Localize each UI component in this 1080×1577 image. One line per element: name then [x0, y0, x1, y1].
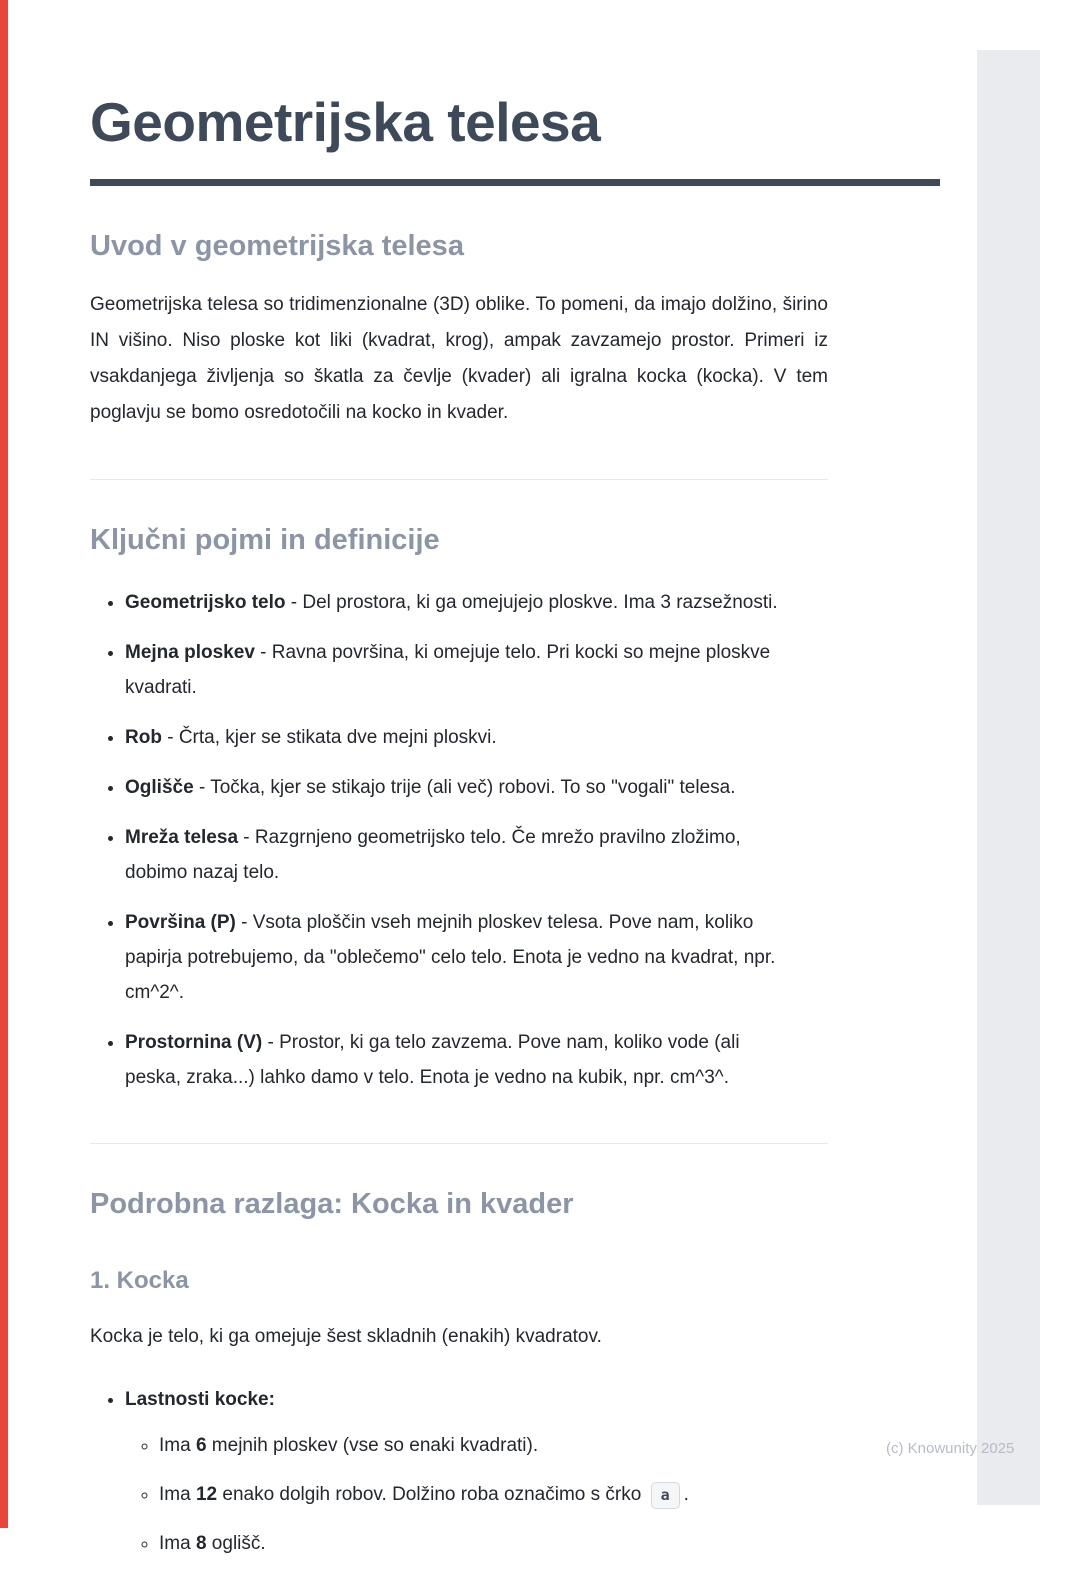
term-label: Mreža telesa	[125, 826, 239, 848]
fact-number: 6	[195, 1434, 207, 1456]
term-label: Površina (P)	[125, 911, 236, 933]
kocka-paragraph: Kocka je telo, ki ga omejuje šest skladnih (enakih) kvadratov.	[90, 1325, 602, 1347]
fact-suffix: .	[683, 1483, 689, 1505]
term-label: Rob	[125, 726, 162, 748]
properties-label: Lastnosti kocke:	[125, 1388, 275, 1410]
term-desc: - Točka, kjer se stikajo trije (ali več) robovi. To so "vogali" telesa.	[198, 776, 736, 798]
list-item	[159, 1479, 796, 1511]
page-title: Geometrijska telesa	[90, 91, 601, 153]
left-accent-stripe	[0, 0, 8, 1528]
list-item	[125, 770, 796, 805]
term-desc: - Del prostora, ki ga omejujejo ploskve. Ima 3 razsežnosti.	[290, 591, 778, 613]
key-terms-list	[90, 585, 796, 1095]
inline-code-a: a	[651, 1482, 680, 1509]
fact-rest: mejnih ploskev (vse so enaki kvadrati).	[206, 1434, 539, 1456]
list-item	[159, 1528, 796, 1560]
list-item	[125, 585, 796, 620]
section-heading-key-terms: Ključni pojmi in definicije	[90, 523, 440, 556]
list-item	[125, 820, 796, 890]
list-item	[125, 1025, 796, 1095]
term-label: Prostornina (V)	[125, 1031, 263, 1053]
fact-rest: enako dolgih robov. Dolžino roba označimo s črko	[217, 1483, 647, 1505]
fact-number: 8	[195, 1532, 207, 1554]
term-desc: - Prostor, ki ga telo zavzema. Pove nam, koliko vode (ali peska, zraka...) lahko damo v telo. Enota je vedno na kubik, npr. cm^3^.	[125, 1031, 740, 1088]
list-item	[159, 1430, 796, 1462]
title-underline	[90, 179, 940, 186]
list-item	[125, 905, 796, 1010]
right-page-edge-strip	[977, 50, 1040, 1505]
list-item	[125, 1383, 796, 1560]
copyright-footer: (c) Knowunity 2025	[886, 1440, 1015, 1457]
fact-prefix: Ima	[159, 1434, 196, 1456]
term-label: Mejna ploskev	[125, 641, 255, 663]
term-label: Oglišče	[125, 776, 194, 798]
document-content	[90, 0, 940, 1577]
kocka-properties-list	[90, 1383, 796, 1560]
kocka-facts-sublist	[125, 1430, 796, 1560]
fact-prefix: Ima	[159, 1532, 196, 1554]
term-desc: - Ravna površina, ki omejuje telo. Pri kocki so mejne ploskve kvadrati.	[125, 641, 771, 698]
term-desc: - Razgrnjeno geometrijsko telo. Če mrežo pravilno zložimo, dobimo nazaj telo.	[125, 826, 741, 883]
fact-number: 12	[195, 1483, 218, 1505]
term-label: Geometrijsko telo	[125, 591, 286, 613]
section-divider	[90, 479, 828, 480]
subsection-heading-kocka: 1. Kocka	[90, 1266, 189, 1294]
section-heading-intro: Uvod v geometrijska telesa	[90, 229, 464, 262]
list-item	[125, 720, 796, 755]
section-heading-detail: Podrobna razlaga: Kocka in kvader	[90, 1187, 574, 1220]
fact-rest: oglišč.	[206, 1532, 266, 1554]
section-divider	[90, 1143, 828, 1144]
term-desc: - Vsota ploščin vseh mejnih ploskev telesa. Pove nam, koliko papirja potrebujemo, da "oblečemo" celo telo. Enota je vedno na kvadrat, npr. cm^2^.	[125, 911, 776, 1003]
fact-prefix: Ima	[159, 1483, 196, 1505]
intro-paragraph: Geometrijska telesa so tridimenzionalne (3D) oblike. To pomeni, da imajo dolžino, širino IN višino. Niso ploske kot liki (kvadrat, krog), ampak zavzamejo prostor. Primeri iz vsakdanjega življenja so škatla za čevlje (kvader) ali igralna kocka (kocka). V tem poglavju se bomo osredotočili na kocko in kvader.	[90, 293, 828, 423]
term-desc: - Črta, kjer se stikata dve mejni ploskvi.	[167, 726, 497, 748]
list-item	[125, 635, 796, 705]
